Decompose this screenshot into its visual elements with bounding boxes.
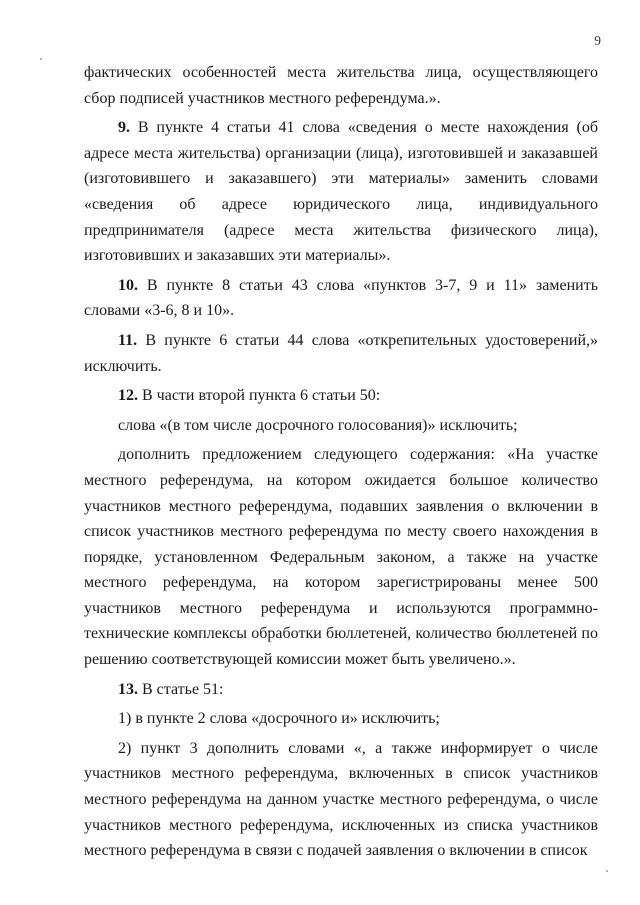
paragraph-item-11 (84, 328, 598, 379)
page-number: 9 (594, 33, 601, 48)
item-number: 10. (118, 276, 138, 294)
scan-speck (606, 870, 608, 872)
paragraph-text: В пункте 8 статьи 43 слова «пунктов 3-7, 9 и 11» заменить словами «3-6, 8 и 10». (84, 276, 598, 320)
paragraph-text: В пункте 4 статьи 41 слова «сведения о месте нахождения (об адресе места жительства) организации (лица), изготовившей и заказавшей (изготовившего и заказавшего) эти материалы» заменить словами «сведения об адресе юридического лица, индивидуального предпринимателя (адресе места жительства физического лица), изготовивших и заказавших эти материалы». (84, 119, 598, 265)
item-number: 9. (118, 119, 130, 137)
paragraph (84, 60, 598, 111)
item-number: 13. (118, 680, 138, 698)
item-number: 11. (118, 331, 138, 349)
paragraph-text: дополнить предложением следующего содержания: «На участке местного референдума, на котором ожидается большое количество участников местного референдума, подавших заявления о включении в список участников местного референдума по месту своего нахождения в порядке, установленном Федеральным законом, а также на участке местного референдума, на котором зарегистрированы менее 500 участников местного референдума и используются программно-технические комплексы обработки бюллетеней, количество бюллетеней по решению соответствующей комиссии может быть увеличено.». (84, 446, 598, 669)
paragraph-text: В статье 51: (138, 680, 224, 698)
paragraph-item-9 (84, 115, 598, 269)
paragraph-item-13 (84, 677, 598, 703)
paragraph (84, 736, 598, 864)
paragraph (84, 706, 598, 732)
item-number: 12. (118, 387, 138, 405)
paragraph-item-12 (84, 383, 598, 409)
paragraph-text: В части второй пункта 6 статьи 50: (138, 387, 381, 405)
paragraph (84, 413, 598, 439)
paragraph-text: В пункте 6 статьи 44 слова «открепительных удостоверений,» исключить. (84, 331, 598, 375)
paragraph-text: слова «(в том числе досрочного голосования)» исключить; (118, 416, 518, 434)
paragraph-item-10 (84, 273, 598, 324)
paragraph-text: 1) в пункте 2 слова «досрочного и» исключить; (118, 710, 440, 728)
paragraph-text: фактических особенностей места жительства лица, осуществляющего сбор подписей участников местного референдума.». (84, 64, 598, 107)
paragraph (84, 442, 598, 672)
scan-speck (40, 58, 42, 60)
paragraph-text: 2) пункт 3 дополнить словами «, а также информирует о числе участников местного референдума, включенных в список участников местного референдума на данном участке местного референдума, о числе участников местного референдума, исключенных из списка участников местного референдума в связи с подачей заявления о включении в список (84, 739, 598, 860)
document-body (84, 60, 598, 868)
